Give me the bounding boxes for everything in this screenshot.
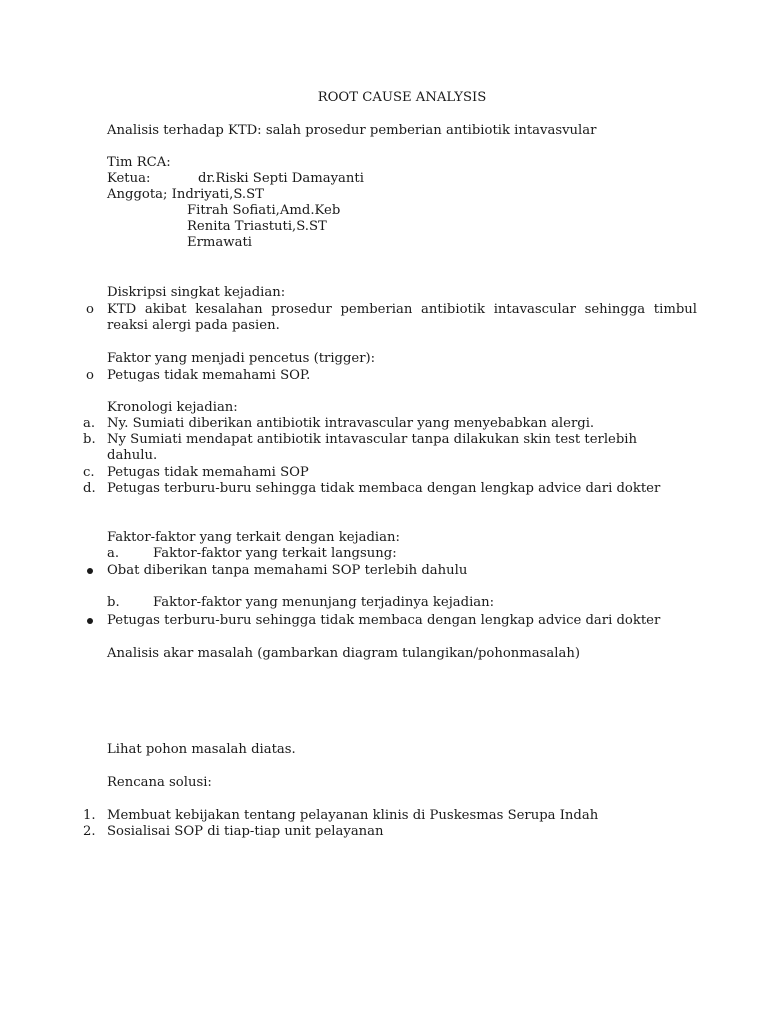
list-marker: a.: [83, 416, 96, 431]
list-marker: b.: [83, 432, 96, 447]
factors-b-label: Faktor-faktor yang menunjang terjadinya kejadian:: [153, 595, 495, 610]
list-marker: 2.: [83, 824, 96, 839]
chronology-item: Ny Sumiati mendapat antibiotik intavascular tanpa dilakukan skin test terlebih: [107, 432, 638, 447]
team-members-label: Anggota; Indriyati,S.ST: [107, 187, 264, 202]
team-member: Renita Triastuti,S.ST: [187, 219, 327, 234]
chronology-item-continuation: dahulu.: [107, 448, 158, 463]
list-marker: o: [86, 368, 94, 383]
team-leader-label: Ketua:: [107, 171, 151, 186]
chronology-item: Petugas terburu-buru sehingga tidak membaca dengan lengkap advice dari dokter: [107, 481, 661, 496]
bullet-icon: [87, 568, 93, 574]
factors-heading: Faktor-faktor yang terkait dengan kejadian:: [107, 530, 400, 545]
list-marker: c.: [83, 465, 95, 480]
list-marker: o: [86, 302, 94, 317]
factors-b-marker: b.: [107, 595, 120, 610]
list-marker: 1.: [83, 808, 96, 823]
description-text-line1: KTD akibat kesalahan prosedur pemberian antibiotik intavascular sehingga timbul: [107, 302, 697, 317]
factors-a-item: Obat diberikan tanpa memahami SOP terlebih dahulu: [107, 563, 468, 578]
trigger-item: Petugas tidak memahami SOP.: [107, 368, 311, 383]
chronology-item: Petugas tidak memahami SOP: [107, 465, 309, 480]
team-leader-name: dr.Riski Septi Damayanti: [198, 171, 364, 186]
solution-item: Sosialisai SOP di tiap-tiap unit pelayanan: [107, 824, 384, 839]
factors-a-label: Faktor-faktor yang terkait langsung:: [153, 546, 397, 561]
see-tree-line: Lihat pohon masalah diatas.: [107, 742, 296, 757]
trigger-heading: Faktor yang menjadi pencetus (trigger):: [107, 351, 376, 366]
description-text-line2: reaksi alergi pada pasien.: [107, 318, 280, 333]
team-member: Ermawati: [187, 235, 252, 250]
document-title: ROOT CAUSE ANALYSIS: [317, 90, 487, 105]
chronology-heading: Kronologi kejadian:: [107, 400, 238, 415]
bullet-icon: [87, 618, 93, 624]
factors-b-item: Petugas terburu-buru sehingga tidak membaca dengan lengkap advice dari dokter: [107, 613, 661, 628]
chronology-item: Ny. Sumiati diberikan antibiotik intravascular yang menyebabkan alergi.: [107, 416, 595, 431]
solution-heading: Rencana solusi:: [107, 775, 212, 790]
solution-item: Membuat kebijakan tentang pelayanan klinis di Puskesmas Serupa Indah: [107, 808, 599, 823]
root-analysis-line: Analisis akar masalah (gambarkan diagram tulangikan/pohonmasalah): [107, 646, 580, 661]
analysis-subject: Analisis terhadap KTD: salah prosedur pemberian antibiotik intavasvular: [107, 123, 597, 138]
team-heading: Tim RCA:: [107, 155, 171, 170]
list-marker: d.: [83, 481, 96, 496]
description-heading: Diskripsi singkat kejadian:: [107, 285, 286, 300]
team-member: Fitrah Sofiati,Amd.Keb: [187, 203, 341, 218]
factors-a-marker: a.: [107, 546, 120, 561]
